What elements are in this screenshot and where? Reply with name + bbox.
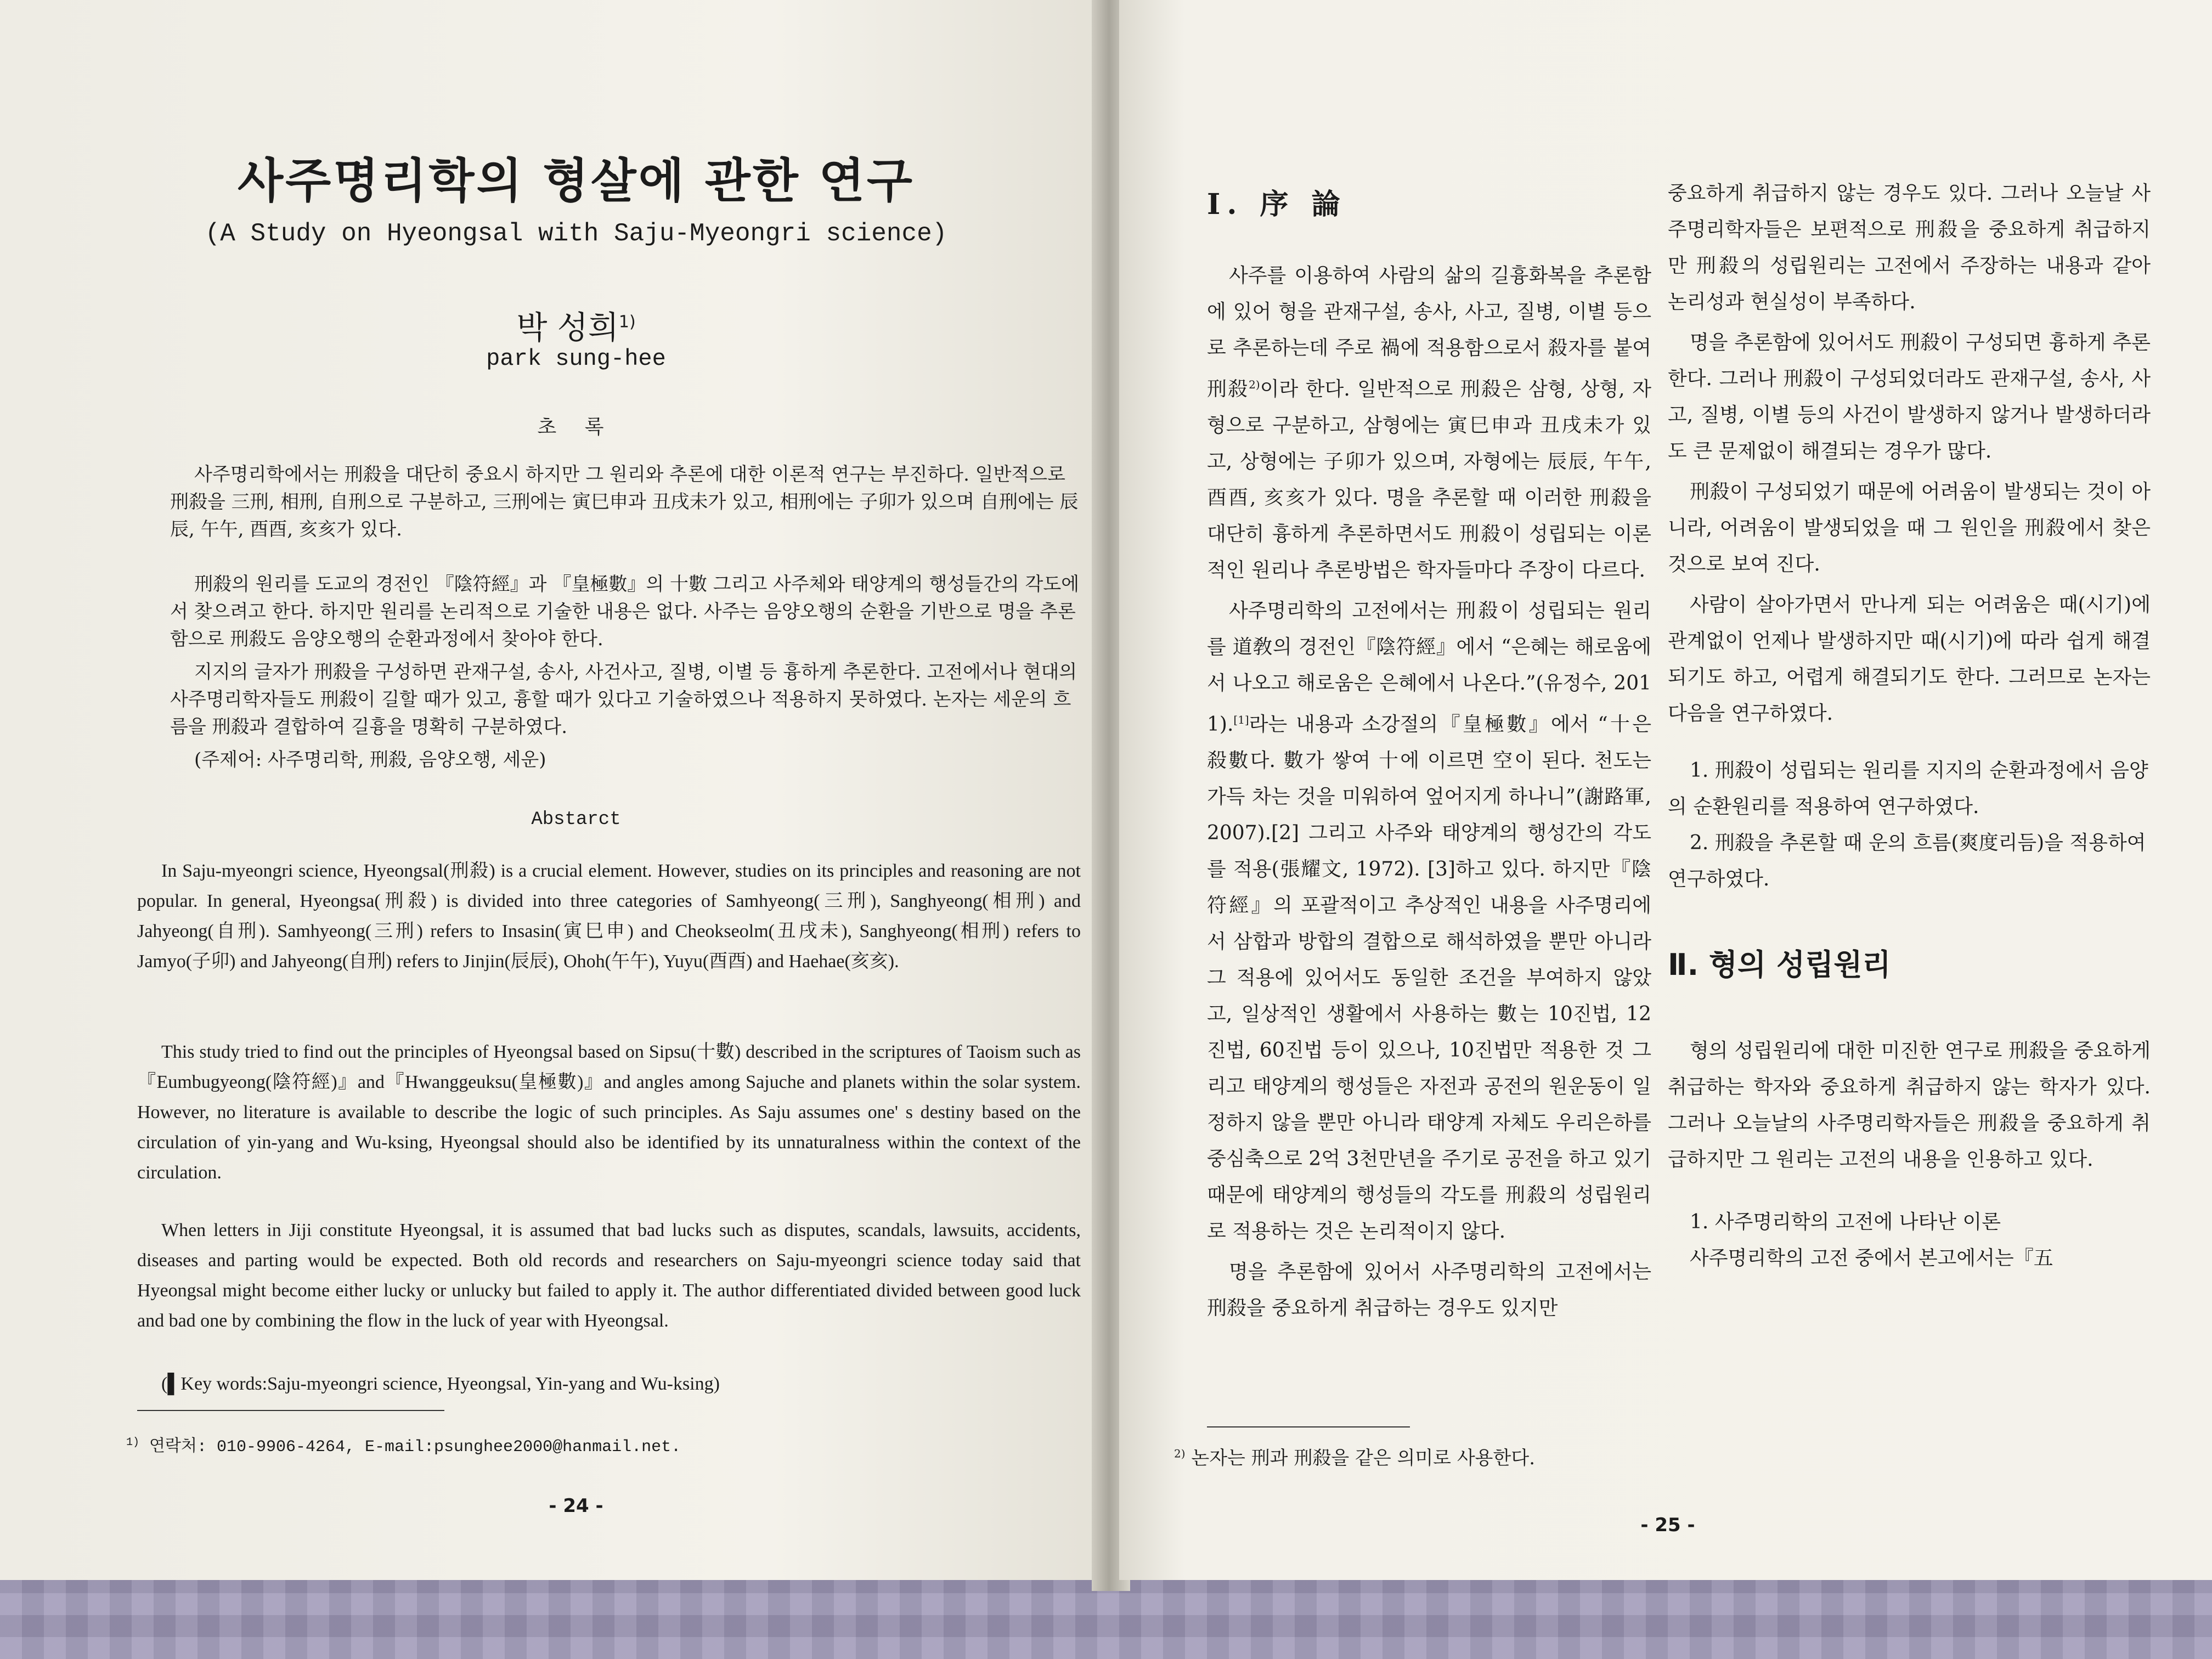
- footnote-text: 논자는 刑과 刑殺을 같은 의미로 사용한다.: [1191, 1447, 1536, 1469]
- footnote: [1174, 1443, 1723, 1470]
- footnote-mark: 2): [1174, 1447, 1186, 1460]
- paragraph-text: 이라 한다. 일반적으로 刑殺은 삼형, 상형, 자형으로 구분하고, 삼형에는 寅巳申과 丑戌未가 있고, 상형에는 子卯가 있으며, 자형에는 辰辰, 午午, 酉酉, 亥亥가 있다. 명을 추론할 때 이러한 刑殺을 대단히 흉하게 추론하면서도 刑殺이 성립되는 이론적인 원리나 추론방법은 학자들마다 주장이 다르다.: [1207, 378, 1651, 582]
- footnote-mark: 1): [126, 1436, 140, 1449]
- citation-ref: [1]: [1233, 713, 1249, 726]
- footnote-text: 연락처: 010-9906-4264, E-mail:psunghee2000@hanmail.net.: [149, 1438, 681, 1457]
- author-footnote-mark: 1): [618, 312, 636, 332]
- author-name-text: 박 성희: [516, 309, 619, 346]
- left-page: [0, 0, 1103, 1580]
- body-paragraph: 사람이 살아가면서 만나게 되는 어려움은 때(시기)에 관계없이 언제나 발생하지만 때(시기)에 따라 쉽게 해결되기도 하고, 어렵게 해결되기도 한다. 그러므로 논자는 다음을 연구하였다.: [1668, 594, 2151, 725]
- body-paragraph: 刑殺이 구성되었기 때문에 어려움이 발생되는 것이 아니라, 어려움이 발생되었을 때 그 원인을 刑殺에서 찾은 것으로 보여 진다.: [1668, 481, 2151, 575]
- footnote-divider: [1207, 1426, 1410, 1427]
- footnote: [126, 1432, 1059, 1457]
- page-number: - 25 -: [1640, 1514, 1695, 1536]
- english-abstract-paragraph: In Saju-myeongri science, Hyeongsal(刑殺) is a crucial element. However, studies on its principles and reasoning are not popular. In general, Hyeongsa(刑殺) is divided into three categories of Samhyeong(三刑), Sanghyeong(相刑) and Jahyeong(自刑). Samhyeong(三刑) refers to Insasin(寅巳申) and Cheokseolm(丑戌未), Sanghyeong(相刑) refers to Jamyo(子卯) and Jahyeong(自刑) refers to Jinjin(辰辰), Ohoh(午午), Yuyu(酉酉) and Haehae(亥亥).: [137, 861, 1081, 972]
- list-item: 2. 刑殺을 추론할 때 운의 흐름(爽度리듬)을 적용하여 연구하였다.: [1668, 832, 2146, 890]
- footnote-ref: 2): [1249, 378, 1260, 391]
- paragraph-text: 사주를 이용하여 사람의 삶의 길흉화복을 추론함에 있어 형을 관재구설, 송사, 사고, 질병, 이별 등으로 추론하는데 주로 禍에 적용함으로서 殺자를 붙여 刑殺: [1207, 264, 1651, 400]
- text-column-right: [1668, 176, 2151, 1281]
- text-column-left: [1207, 258, 1651, 1331]
- body-paragraph: 명을 추론함에 있어서도 刑殺이 구성되면 흉하게 추론한다. 그러나 刑殺이 구성되었더라도 관재구설, 송사, 사고, 질병, 이별 등의 사건이 발생하지 않거나 발생하더라도 큰 문제없이 해결되는 경우가 많다.: [1668, 331, 2151, 462]
- english-abstract-paragraph: When letters in Jiji constitute Hyeongsal, it is assumed that bad lucks such as disputes, scandals, lawsuits, accidents, diseases and parting would be expected. Both old records and researchers on Saju-myeongri science today said that Hyeongsal might become either lucky or unlucky but failed to apply it. The author differentiated divided between good luck and bad one by combining the flow in the luck of year with Hyeongsal.: [137, 1220, 1081, 1331]
- english-abstract-heading: Abstarct: [531, 809, 621, 830]
- body-paragraph: 중요하게 취급하지 않는 경우도 있다. 그러나 오늘날 사주명리학자들은 보편적으로 刑殺을 중요하게 취급하지만 刑殺의 성립원리는 고전에서 주장하는 내용과 같아 논리성과 현실성이 부족하다.: [1668, 182, 2151, 313]
- body-paragraph: [1207, 593, 1651, 1250]
- section-heading-introduction: Ⅰ. 序 論: [1207, 188, 1347, 221]
- korean-keywords: (주제어: 사주명리학, 刑殺, 음양오행, 세운): [194, 749, 546, 771]
- subsection-heading: 1. 사주명리학의 고전에 나타난 이론: [1690, 1211, 2001, 1233]
- author-name-en: park sung-hee: [486, 346, 666, 372]
- english-abstract-paragraph: This study tried to find out the principles of Hyeongsal based on Sipsu(十數) described in the scriptures of Taoism such as『Eumbugyeong(陰符經)』and『Hwanggeuksu(皇極數)』and angles among Sajuche and planets within the solar system. However, no literature is available to describe the logic of such principles. As Saju assumes one' s destiny based on the circulation of yin-yang and Wu-ksing, Hyeongsal should also be identified by its unnaturalness within the context of the circulation.: [137, 1042, 1081, 1183]
- right-page: [1119, 0, 2212, 1580]
- body-paragraph: 사주명리학의 고전 중에서 본고에서는『五: [1690, 1247, 2053, 1269]
- section-heading-principles: Ⅱ. 형의 성립원리: [1668, 947, 1891, 982]
- paper-subtitle: (A Study on Hyeongsal with Saju-Myeongri science): [205, 219, 947, 248]
- korean-abstract-paragraph: 지지의 글자가 刑殺을 구성하면 관재구설, 송사, 사건사고, 질병, 이별 등 흉하게 추론한다. 고전에서나 현대의 사주명리학자들도 刑殺이 길할 때가 있고, 흉할 때가 있다고 기술하였으나 적용하지 못하였다. 논자는 세운의 흐름을 刑殺과 결합하여 길흉을 명확히 구분하였다.: [170, 661, 1077, 738]
- footnote-divider: [137, 1410, 444, 1411]
- author-name: [165, 302, 988, 348]
- list-item: 1. 刑殺이 성립되는 원리를 지지의 순환과정에서 음양의 순환원리를 적용하여 연구하였다.: [1668, 759, 2148, 818]
- paragraph-text: 명을 추론함에 있어서 사주명리학의 고전에서는 刑殺을 중요하게 취급하는 경우도 있지만: [1207, 1261, 1651, 1319]
- paper-title: 사주명리학의 형살에 관한 연구: [238, 154, 915, 208]
- body-paragraph: [1207, 258, 1651, 589]
- page-number: - 24 -: [549, 1495, 603, 1517]
- paragraph-text: 사주명리학의 고전에서는 刑殺이 성립되는 원리를 道敎의 경전인『陰符經』에서 “은혜는 해로움에서 나오고 해로움은 은혜에서 나온다.”(유정수, 201 1).: [1207, 600, 1651, 736]
- korean-abstract-heading: 초 록: [537, 416, 615, 438]
- korean-abstract-paragraph: 刑殺의 원리를 도교의 경전인 『陰符經』과 『皇極數』의 十數 그리고 사주체와 태양계의 행성들간의 각도에서 찾으려고 한다. 하지만 원리를 논리적으로 기술한 내용은 없다. 사주는 음양오행의 순환을 기반으로 명을 추론함으로 刑殺도 음양오행의 순환과정에서 찾아야 한다.: [170, 573, 1080, 650]
- english-keywords: (▌Key words:Saju-myeongri science, Hyeongsal, Yin-yang and Wu-ksing): [161, 1374, 720, 1394]
- korean-abstract-paragraph: 사주명리학에서는 刑殺을 대단히 중요시 하지만 그 원리와 추론에 대한 이론적 연구는 부진하다. 일반적으로 刑殺을 三刑, 相刑, 自刑으로 구분하고, 三刑에는 寅巳申과 丑戌未가 있고, 相刑에는 子卯가 있으며 自刑에는 辰辰, 午午, 酉酉, 亥亥가 있다.: [170, 464, 1079, 540]
- paragraph-text: 라는 내용과 소강절의『皇極數』에서 “十은 殺數다. 數가 쌓여 十에 이르면 空이 된다. 천도는 가득 차는 것을 미워하여 엎어지게 하나니”(謝路軍, 2007).[2] 그리고 사주와 태양계의 행성간의 각도를 적용(張耀文, 1972). [3]하고 있다. 하지만『陰符經』의 포괄적이고 추상적인 내용을 사주명리에서 삼합과 방합의 결합으로 해석하였을 뿐만 아니라 그 적용에 있어서도 동일한 조건을 부여하지 않았고, 일상적인 생활에서 사용하는 數는 10진법, 12진법, 60진법 등이 있으나, 10진법만 적용한 것 그리고 태양계의 행성들은 자전과 공전의 원운동이 일정하지 않을 뿐만 아니라 태양계 자체도 우리은하를 중심축으로 2억 3천만년을 주기로 공전을 하고 있기 때문에 태양계의 행성들의 각도를 刑殺의 성립원리로 적용하는 것은 논리적이지 않다.: [1207, 713, 1651, 1243]
- body-paragraph: [1207, 1254, 1651, 1327]
- body-paragraph: 형의 성립원리에 대한 미진한 연구로 刑殺을 중요하게 취급하는 학자와 중요하게 취급하지 않는 학자가 있다. 그러나 오늘날의 사주명리학자들은 刑殺을 중요하게 취급하지만 그 원리는 고전의 내용을 인용하고 있다.: [1668, 1040, 2151, 1171]
